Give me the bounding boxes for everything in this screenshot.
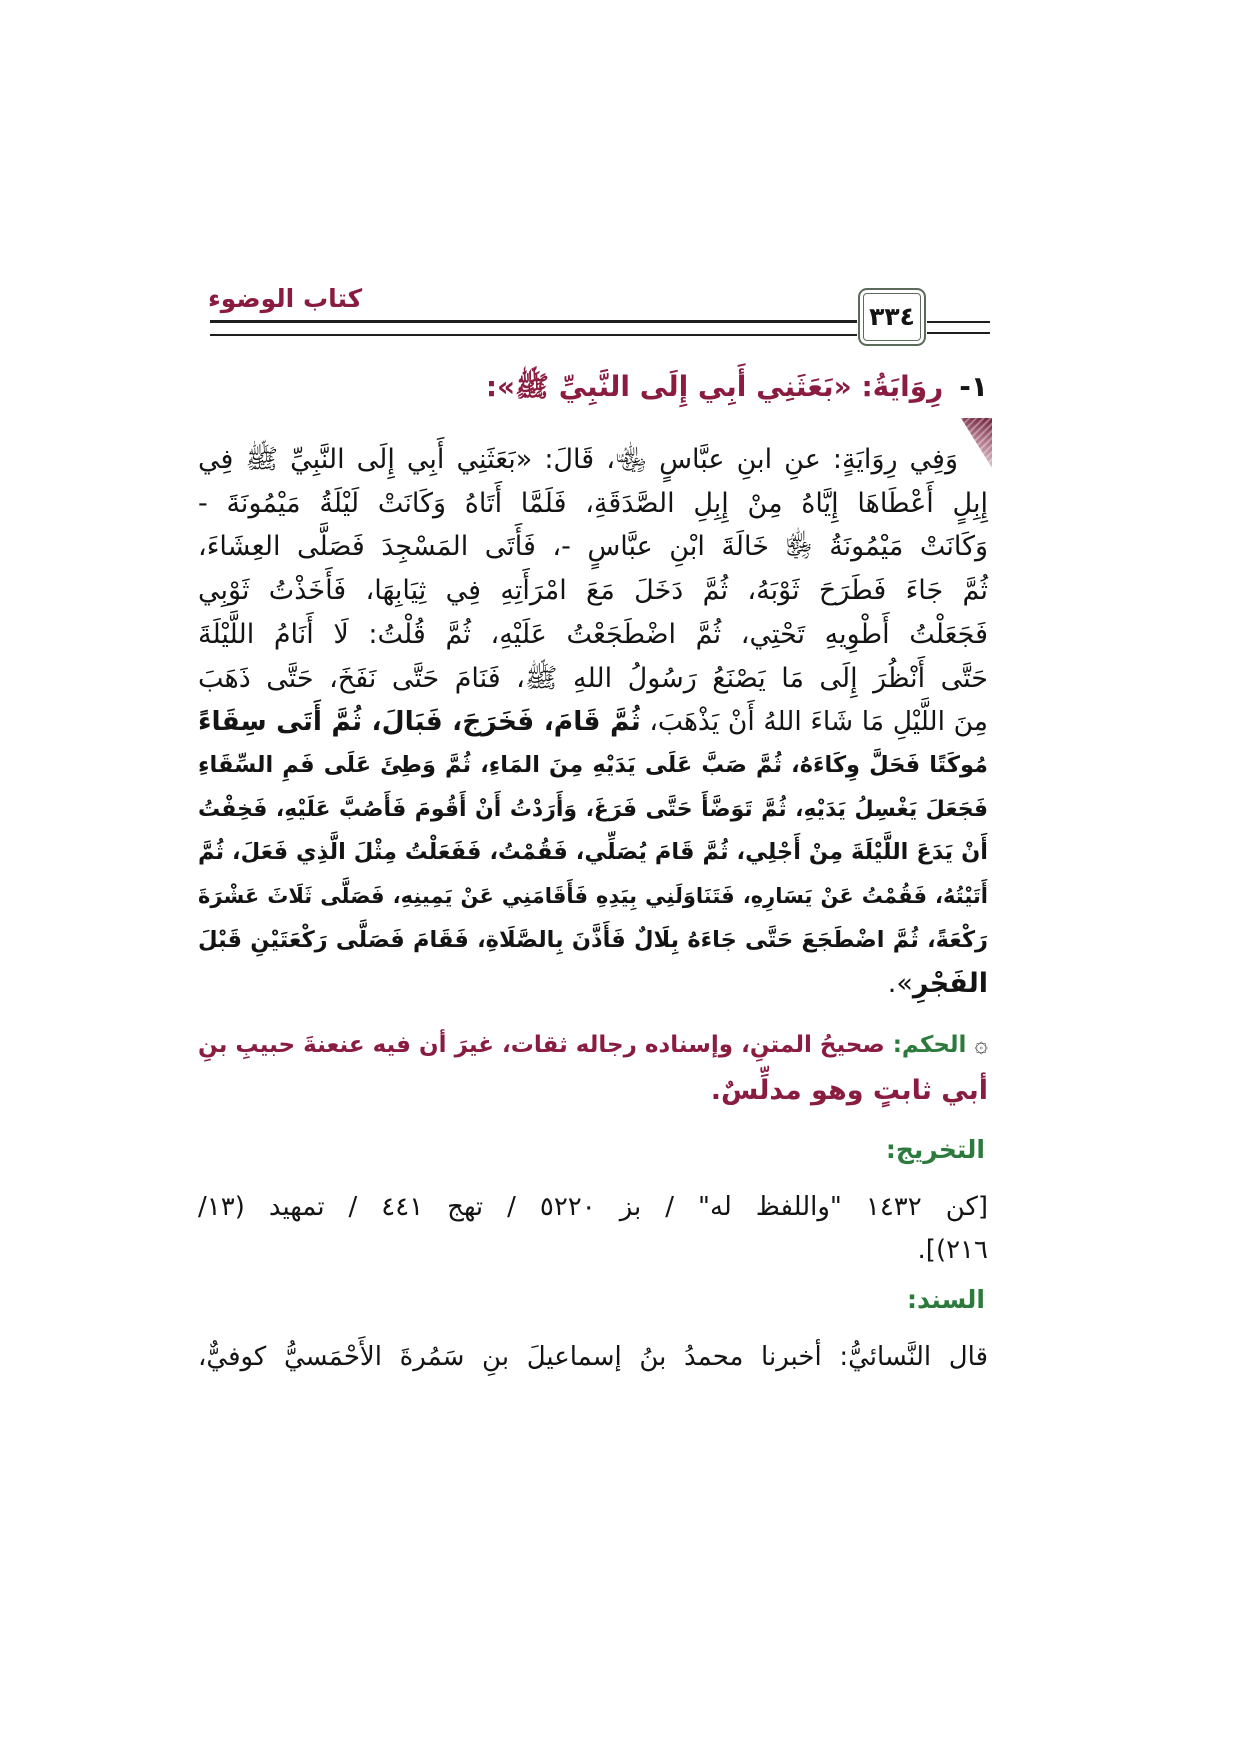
hadith-text: وَكَانَتْ مَيْمُونَةُ ﵂ خَالَةَ ابْنِ عبَّاسٍ -، فَأَتَى المَسْجِدَ فَصَلَّى العِشَاءَ، — [198, 531, 988, 563]
hadith-text: مِنَ اللَّيْلِ مَا شَاءَ اللهُ أَنْ يَذْهَبَ، — [649, 706, 988, 738]
hadith-line — [198, 482, 988, 526]
sanad-label: السند: — [906, 1285, 985, 1314]
hadith-line — [198, 438, 988, 482]
hadith-line — [198, 962, 988, 1006]
hadith-line — [198, 919, 988, 963]
rub-el-hizb-icon: ۞ — [974, 1032, 988, 1058]
section-number: ١- — [959, 370, 988, 403]
takhrij-label: التخريج: — [885, 1135, 985, 1164]
hadith-text: حَتَّى أَنْظُرَ إِلَى مَا يَصْنَعُ رَسُولُ اللهِ ﷺ، فَنَامَ حَتَّى نَفَخَ، حَتَّى ذَهَبَ — [198, 662, 988, 694]
chapter-title: كتاب الوضوء — [208, 284, 363, 313]
hadith-text: إِبِلٍ أَعْطَاهَا إِيَّاهُ مِنْ إِبِلِ الصَّدَقَةِ، فَلَمَّا أَتَاهُ وَكَانَتْ لَيْلَةُ مَيْمُونَةَ - — [198, 487, 988, 519]
takhrij-line: [كن ١٤٣٢ "واللفظ له" / بز ٥٢٢٠ / تهج ٤٤١ / تمهيد (١٣/ — [198, 1192, 989, 1222]
hadith-line — [198, 831, 988, 875]
page-number: ٣٣٤ — [869, 302, 915, 331]
hadith-emphasized-text: أَنْ يَدَعَ اللَّيْلَةَ مِنْ أَجْلِي، ثُمَّ قَامَ يُصَلِّي، فَقُمْتُ، فَفَعَلْتُ مِثْلَ الَّذِي فَعَلَ، ثُمَّ — [198, 839, 988, 866]
ruling-text: صحيحُ المتنِ، وإسناده رجاله ثقات، غيرَ أن فيه عنعنةَ حبيبِ بنِ — [198, 1032, 885, 1058]
hadith-emphasized-text: مُوكَتًا فَحَلَّ وِكَاءَهُ، ثُمَّ صَبَّ عَلَى يَدَيْهِ مِنَ المَاءِ، ثُمَّ وَطِئَ عَلَى فَمِ السِّقَاءِ — [198, 751, 988, 778]
ruling-block — [198, 1023, 988, 1113]
hadith-emphasized-text: رَكْعَةً، ثُمَّ اضْطَجَعَ حَتَّى جَاءَهُ بِلَالٌ فَأَذَّنَ بِالصَّلَاةِ، فَقَامَ فَصَلَّى رَكْعَتَيْنِ قَبْلَ — [198, 926, 988, 953]
header-double-rule — [210, 320, 857, 336]
hadith-text: فَجَعَلْتُ أَطْوِيهِ تَحْتِي، ثُمَّ اضْطَجَعْتُ عَلَيْهِ، ثُمَّ قُلْتُ: لَا أَنَامُ اللَّيْلَةَ — [198, 618, 988, 650]
hadith-line — [198, 788, 988, 832]
hadith-line — [198, 569, 988, 613]
hadith-line — [198, 613, 988, 657]
hadith-emphasized-text: فَجَعَلَ يَغْسِلُ يَدَيْهِ، ثُمَّ تَوَضَّأَ حَتَّى فَرَغَ، وَأَرَدْتُ أَنْ أَقُومَ فَأَصُبَّ عَلَيْهِ، فَخِفْتُ — [198, 796, 988, 822]
sanad-block — [198, 1336, 988, 1379]
hadith-text: ثُمَّ جَاءَ فَطَرَحَ ثَوْبَهُ، ثُمَّ دَخَلَ مَعَ امْرَأَتِهِ فِي ثِيَابِهَا، فَأَخَذْتُ ثَوْبِي — [198, 575, 988, 607]
hadith-emphasized-text: الفَجْرِ — [912, 968, 988, 1000]
page-number-frame — [858, 288, 926, 346]
takhrij-block — [198, 1186, 988, 1272]
ruling-line — [198, 1068, 988, 1113]
hadith-emphasized-text: أَتَيْتُهُ، فَقُمْتُ عَنْ يَسَارِهِ، فَتَنَاوَلَنِي بِيَدِهِ فَأَقَامَنِي عَنْ يَمِينِهِ، فَصَلَّى ثَلَاثَ عَشْرَةَ — [198, 884, 988, 909]
hadith-line — [198, 700, 988, 744]
section-heading — [486, 364, 988, 410]
hadith-text: وَفِي رِوَايَةٍ: عنِ ابنِ عبَّاسٍ ﵄، قَالَ: «بَعَثَنِي أَبِي إِلَى النَّبِيِّ ﷺ فِي — [198, 444, 958, 475]
section-title: رِوَايَةُ: «بَعَثَنِي أَبِي إِلَى النَّبِيِّ ﷺ»: — [485, 370, 944, 403]
hadith-line — [198, 525, 988, 569]
hadith-text: ». — [887, 968, 913, 1000]
hadith-line — [198, 744, 988, 788]
ruling-line — [198, 1023, 988, 1068]
hadith-emphasized-text: ثُمَّ قَامَ، فَخَرَجَ، فَبَالَ، ثُمَّ أَتَى سِقَاءً — [198, 706, 641, 738]
hadith-line — [198, 875, 988, 919]
ruling-label: الحكم: — [892, 1032, 967, 1058]
hadith-line — [198, 657, 988, 701]
takhrij-line: ٢١٦)]. — [917, 1235, 988, 1265]
sanad-line: قال النَّسائيُّ: أخبرنا محمدُ بنُ إسماعيلَ بنِ سَمُرةَ الأَحْمَسيُّ كوفيٌّ، — [198, 1342, 988, 1372]
ruling-text: أبي ثابتٍ وهو مدلِّسٌ. — [710, 1075, 988, 1106]
hadith-text-block — [198, 438, 988, 1006]
header-double-rule-tail — [927, 321, 990, 334]
